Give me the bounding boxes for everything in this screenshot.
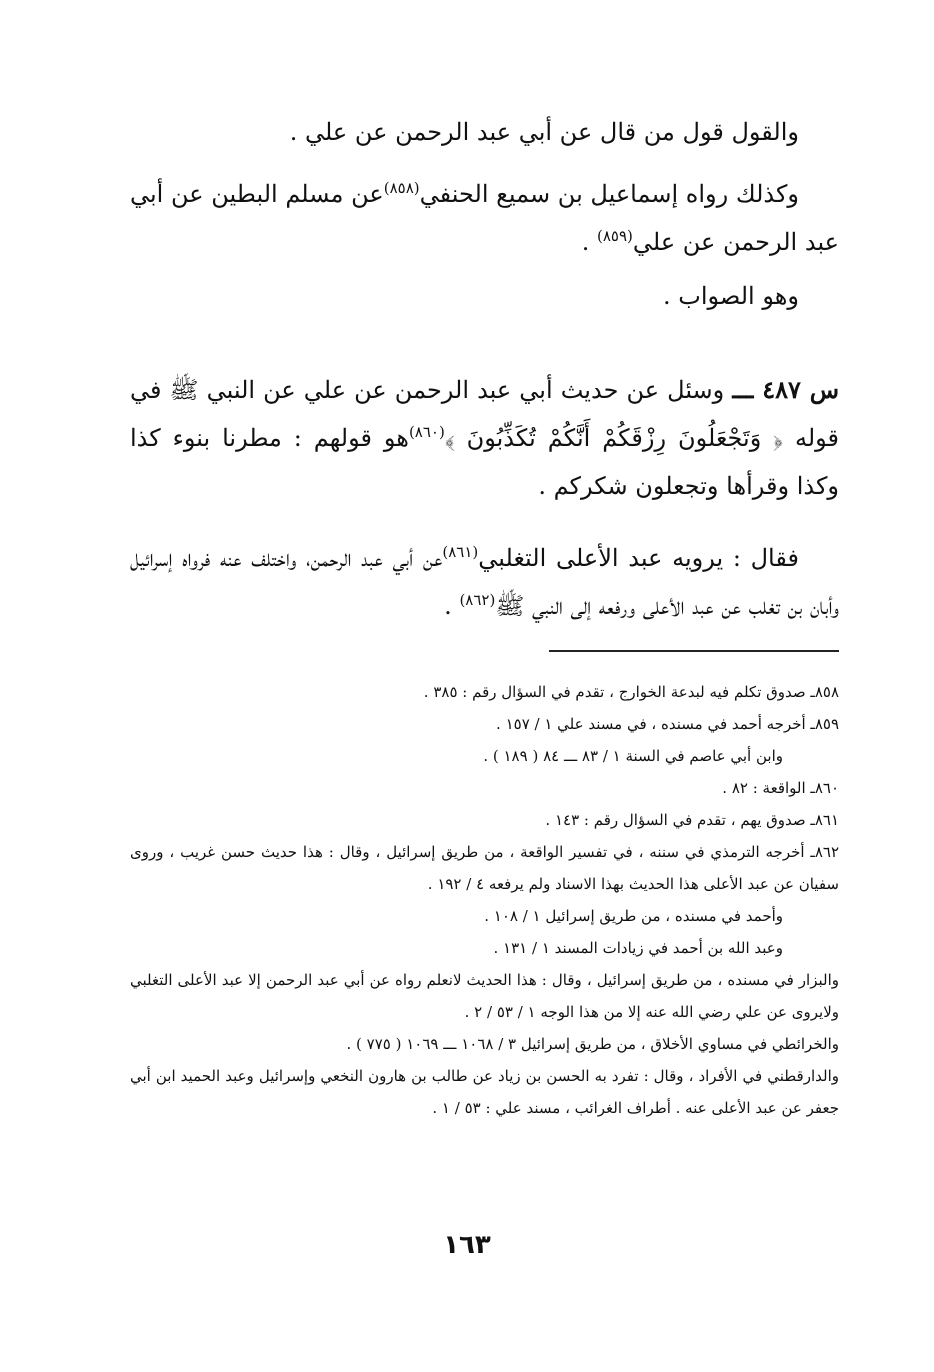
page-number: ١٦٣ xyxy=(443,1230,491,1260)
footnote-separator xyxy=(549,650,839,652)
footnote-continuation xyxy=(130,1028,839,1060)
answer-paragraph xyxy=(130,534,839,630)
paragraph-text: والقول قول من قال عن أبي عبد الرحمن عن علي . xyxy=(289,118,799,146)
footnote-number: ٨٦١ xyxy=(814,811,839,829)
footnote-text: وعبد الله بن أحمد في زيادات المسند ١ / ١٣١ . xyxy=(493,939,783,957)
footnote-number: ٨٦٠ xyxy=(814,779,839,797)
footnote-text: ـ الواقعة : ٨٢ . xyxy=(722,779,815,797)
footnote-number: ٨٥٩ xyxy=(814,715,839,733)
punctuation: . xyxy=(581,228,590,256)
footnote-text: ـ أخرجه الترمذي في سننه ، في تفسير الواقعة ، من طريق إسرائيل ، وقال : هذا حديث حسن غريب ، وروى سفيان عن عبد الأعلى هذا الحديث بهذا الاسناد ولم يرفعه ٤ / ١٩٢ . xyxy=(130,843,839,893)
question-text: وسئل عن حديث أبي عبد الرحمن عن علي عن النبي ﷺ في قوله ﴿ وَتَجْعَلُونَ رِزْقَكُمْ أَنَّكُمْ تُكَذِّبُونَ ﴾ xyxy=(130,376,840,452)
question-text: هو قولهم : مطرنا بنوء كذا وكذا وقرأها وتجعلون شكركم . xyxy=(130,424,839,500)
footnote-text: ـ صدوق تكلم فيه لبدعة الخوارج ، تقدم في السؤال رقم : ٣٨٥ . xyxy=(423,683,815,701)
footnote-ref[interactable]: (٨٦١) xyxy=(442,543,479,561)
footnotes xyxy=(130,676,839,1124)
paragraph xyxy=(130,108,839,156)
footnote xyxy=(130,708,839,740)
footnote-text: والخرائطي في مساوي الأخلاق ، من طريق إسرائيل ٣ / ١٠٦٨ ـــ ١٠٦٩ ( ٧٧٥ ) . xyxy=(346,1035,839,1053)
footnote-continuation xyxy=(130,964,839,1028)
footnote-text: وابن أبي عاصم في السنة ١ / ٨٣ ـــ ٨٤ ( ١٨٩ ) . xyxy=(483,747,783,765)
footnote-continuation xyxy=(130,1060,839,1124)
paragraph xyxy=(130,272,839,320)
paragraph-text: وكذلك رواه إسماعيل بن سميع الحنفي xyxy=(419,180,799,208)
paragraph xyxy=(130,170,839,266)
footnote xyxy=(130,676,839,708)
main-text xyxy=(130,108,839,630)
footnote xyxy=(130,772,839,804)
footnote-text: والدارقطني في الأفراد ، وقال : تفرد به الحسن بن زياد عن طالب بن هارون النخعي وإسرائيل وعبد الحميد ابن أبي جعفر عن عبد الأعلى عنه . أطراف الغرائب ، مسند علي : ٥٣ / ١ . xyxy=(130,1067,839,1117)
footnote-text: ـ أخرجه أحمد في مسنده ، في مسند علي ١ / ١٥٧ . xyxy=(496,715,815,733)
paragraph-text: عن مسلم البطين عن أبي عبد الرحمن عن علي xyxy=(130,180,839,256)
answer-text: عن أبي عبد الرحمن، واختلف عنه فرواه إسرائيل وأبان بن تغلب عن عبد الأعلى ورفعه إلى النبي ﷺ xyxy=(130,544,839,620)
answer-text: فقال : يرويه عبد الأعلى التغلبي xyxy=(478,544,799,572)
footnote-text: وأحمد في مسنده ، من طريق إسرائيل ١ / ١٠٨ . xyxy=(484,907,783,925)
footnote-number: ٨٦٢ xyxy=(814,843,839,861)
footnote-ref[interactable]: (٨٦٠) xyxy=(408,423,445,441)
punctuation: . xyxy=(444,592,452,620)
footnote xyxy=(130,804,839,836)
question-paragraph xyxy=(130,366,839,510)
footnote-continuation xyxy=(130,740,839,772)
paragraph-text: وهو الصواب . xyxy=(663,282,799,310)
footnote-ref[interactable]: (٨٥٨) xyxy=(383,179,420,197)
question-number: س ٤٨٧ ـــ xyxy=(732,375,839,404)
footnote-ref[interactable]: (٨٥٩) xyxy=(597,227,633,245)
footnote-text: والبزار في مسنده ، من طريق إسرائيل ، وقال : هذا الحديث لانعلم رواه عن أبي عبد الرحمن إلا عبد الأعلى التغلبي ولايروى عن علي رضي الله عنه إلا من هذا الوجه ١ / ٥٣ / ٢ . xyxy=(130,971,839,1021)
footnote-continuation xyxy=(130,900,839,932)
footnote-number: ٨٥٨ xyxy=(814,683,839,701)
footnote-continuation xyxy=(130,932,839,964)
footnote xyxy=(130,836,839,900)
footnote-text: ـ صدوق يهم ، تقدم في السؤال رقم : ١٤٣ . xyxy=(545,811,815,829)
footnote-ref[interactable]: (٨٦٢) xyxy=(459,591,496,609)
